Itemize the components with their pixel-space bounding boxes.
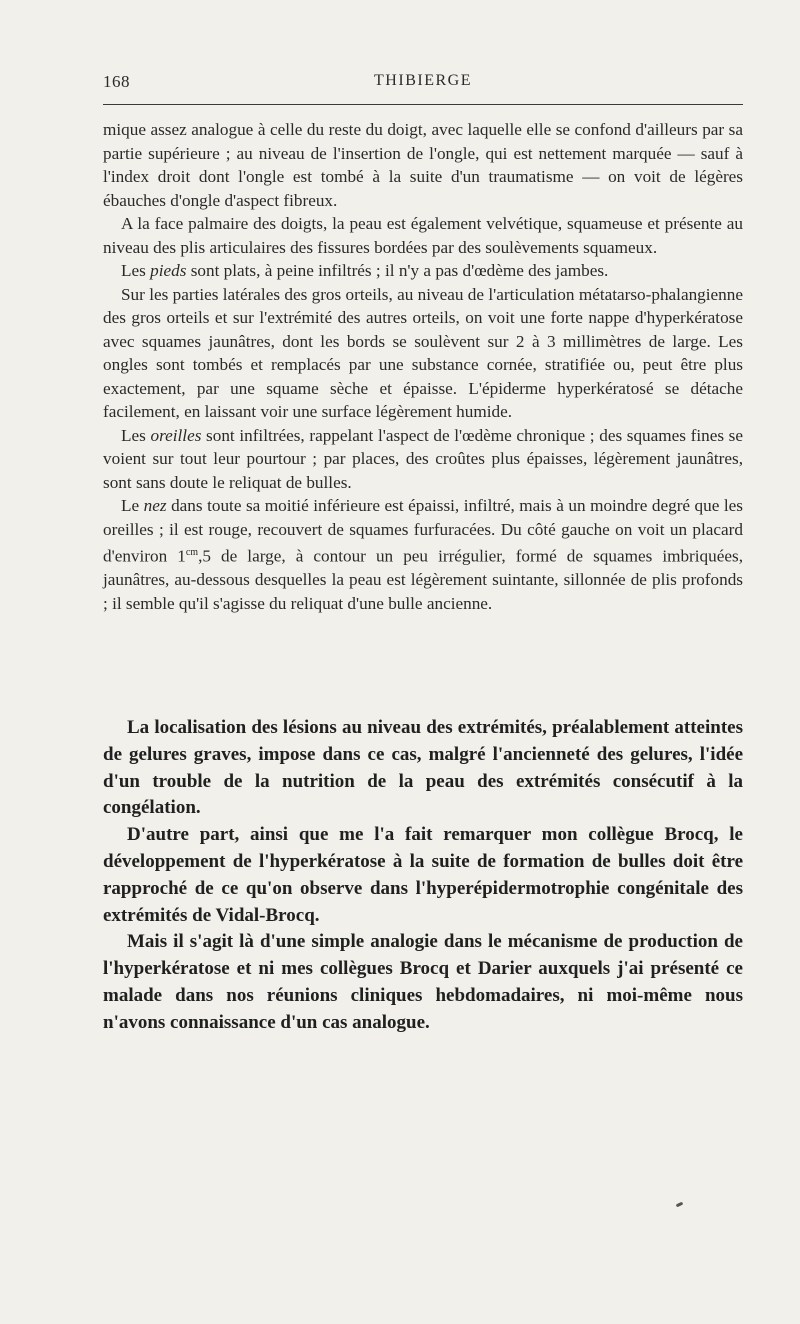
text-run: dans toute sa moitié inférieure est épaissi, infiltré, mais à un moindre degré que les oreilles ; il est rouge, recouvert de squames furfuracées. Du côté gauche on voit un placard d'environ 1 <box>103 496 743 566</box>
paragraph: A la face palmaire des doigts, la peau est également velvétique, squameuse et présente au niveau des plis articulaires des fissures bordées par des soulèvements squameux. <box>103 214 743 257</box>
paragraph: mique assez analogue à celle du reste du doigt, avec laquelle elle se confond d'ailleurs par sa partie supérieure ; au niveau de l'insertion de l'ongle, qui est nettement marquée — sauf à l'index droit dont l'ongle est tombé à la suite d'un traumatisme — on voit de légères ébauches d'ongle d'aspect fibreux. <box>103 120 743 210</box>
text-run: ,5 de large, à contour un peu irrégulier, formé de squames imbriquées, jaunâtres, au-dessous desquelles la peau est légèrement suintante, sillonnée de plis profonds ; il semble qu'il s'agisse du reliquat d'une bulle ancienne. <box>103 546 743 613</box>
paragraph: Mais il s'agit là d'une simple analogie dans le mécanisme de production de l'hyperkératose et ni mes collègues Brocq et Darier auxquels j'ai présenté ce malade dans nos réunions cliniques hebdomadaires, ni moi-même nous n'avons connaissance d'un cas analogue. <box>103 931 743 1033</box>
italic-term: nez <box>143 496 167 515</box>
discussion <box>103 715 743 1037</box>
running-title: THIBIERGE <box>374 72 472 89</box>
header-rule <box>103 104 743 105</box>
text-run: Les <box>121 261 151 280</box>
page-header <box>103 72 743 94</box>
text-run: Les <box>121 425 151 445</box>
unit-superscript: cm <box>185 547 199 558</box>
paragraph <box>103 424 743 495</box>
italic-term: oreilles <box>150 425 202 445</box>
paragraph <box>103 494 743 615</box>
italic-term: pieds <box>150 261 187 280</box>
text-run: sont plats, à peine infiltrés ; il n'y a pas d'œdème des jambes. <box>186 261 609 280</box>
clinical-description <box>103 118 743 615</box>
ink-speck <box>676 1202 684 1208</box>
text-run: Le <box>121 496 144 515</box>
paragraph <box>103 259 743 283</box>
paragraph: La localisation des lésions au niveau des extrémités, préalablement atteintes de gelures graves, impose dans ce cas, malgré l'ancienneté des gelures, l'idée d'un trouble de la nutrition de la peau des extrémités consécutif à la congélation. <box>103 717 743 819</box>
paragraph: Sur les parties latérales des gros orteils, au niveau de l'articulation métatarso-phalangienne des gros orteils et sur l'extrémité des autres orteils, on voit une forte nappe d'hyperkératose avec squames jaunâtres, dont les bords se soulèvent sur 2 à 3 millimètres de large. Les ongles sont tombés et remplacés par une substance cornée, stratifiée ou, peut être plus exactement, par une squame sèche et épaisse. L'épiderme hyperkératosé se détache facilement, en laissant voir une surface légèrement humide. <box>103 284 743 421</box>
paragraph: D'autre part, ainsi que me l'a fait remarquer mon collègue Brocq, le développement de l'hyperkératose à la suite de formation de bulles doit être rapproché de ce qu'on observe dans l'hyperépidermotrophie congénitale des extrémités de Vidal-Brocq. <box>103 824 743 926</box>
text-run: sont infiltrées, rappelant l'aspect de l'œdème chronique ; des squames fines se voient sur tout leur pourtour ; par places, des croûtes plus épaisses, légèrement jaunâtres, sont sans doute le reliquat de bulles. <box>103 425 743 492</box>
page-number: 168 <box>103 72 130 91</box>
